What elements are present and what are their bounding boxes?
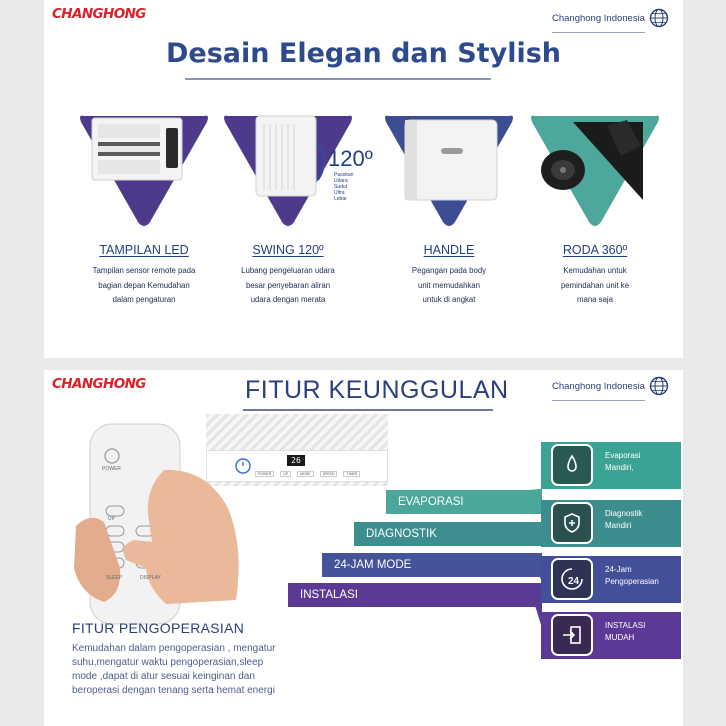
feature-card-wheel (525, 110, 665, 310)
feature-title-handle: HANDLE (423, 243, 475, 257)
clock-24-icon (551, 558, 593, 600)
slide-features (44, 370, 683, 726)
corner-label (552, 376, 669, 396)
title-underline (185, 78, 491, 80)
banner-diagnostik: DIAGNOSTIK (354, 522, 542, 546)
feature-desc-wheel: Kemudahan untuk pemindahan unit ke mana saja (560, 266, 630, 304)
banner-instalasi: INSTALASI (288, 583, 542, 607)
feature-box-evaporasi (541, 442, 681, 489)
banner-24-jam: 24-JAM MODE (322, 553, 542, 577)
remote-display-label: DISPLAY (140, 575, 161, 581)
wheel-image (537, 116, 649, 206)
feature-box-text: 24-Jam Pengoperasian (605, 565, 659, 586)
feature-box-text: INSTALASI MUDAH (605, 621, 646, 642)
page-title: FITUR KEUNGGULAN (245, 376, 509, 404)
feature-title-wheel: RODA 360º (562, 243, 628, 257)
page-title: Desain Elegan dan Stylish (166, 38, 561, 69)
panel-labels: POWER UP MODE SPEED TIMER (255, 471, 360, 477)
brand-logo: CHANGHONG (52, 376, 146, 392)
slide-design (44, 0, 683, 358)
handle-unit-image (401, 118, 501, 202)
panel-display: 26 (287, 455, 305, 466)
feature-box-text: Evaporasi Mandiri, (605, 451, 641, 472)
swing-caption: Pasokan Udara Sudut Ultra Lebar (334, 172, 354, 202)
corner-label (552, 8, 669, 28)
feature-box-instalasi (541, 612, 681, 659)
shield-plus-icon (551, 502, 593, 544)
remote-sleep-label: SLEEP (106, 575, 123, 581)
feature-desc-swing: Lubang pengeluaran udara besar penyebaran aliran udara dengan merata (241, 266, 335, 304)
feature-card-handle (379, 110, 519, 310)
feature-desc-led: Tampilan sensor remote pada bagian depan Kemudahan dalam pengaturan (92, 266, 196, 304)
login-icon (551, 614, 593, 656)
feature-card-swing (218, 110, 373, 310)
led-unit-image (90, 116, 186, 184)
remote-hand-image (56, 418, 246, 648)
svg-text:24: 24 (568, 576, 580, 587)
brand-logo: CHANGHONG (52, 6, 146, 22)
feature-box-24-jam (541, 556, 681, 603)
banner-evaporasi: EVAPORASI (386, 490, 542, 514)
corner-label-text: Changhong Indonesia (552, 12, 645, 24)
feature-box-diagnostik (541, 500, 681, 547)
feature-title-led: TAMPILAN LED (99, 243, 189, 257)
feature-card-led (74, 110, 214, 310)
feature-box-text: Diagnostik Mandiri (605, 509, 643, 530)
remote-up-label: UP (108, 516, 115, 522)
thermometer-icon (551, 444, 593, 486)
globe-icon (649, 8, 669, 28)
swing-degree-label: 120º (328, 146, 373, 171)
operation-title: FITUR PENGOPERASIAN (72, 620, 245, 636)
remote-power-label: POWER (102, 466, 121, 472)
operation-desc: Kemudahan dalam pengoperasian , mengatur suhu,mengatur waktu pengoperasian,sleep mode ,dapat di atur sesuai keinginan dan beroperasi dengan tenang serta hemat energi (72, 643, 276, 696)
feature-desc-handle: Pegangan pada body unit memudahkan untuk di angkat (411, 266, 487, 304)
corner-label-text: Changhong Indonesia (552, 380, 645, 392)
feature-title-swing: SWING 120º (252, 243, 324, 257)
globe-icon (649, 376, 669, 396)
title-underline (243, 409, 493, 411)
